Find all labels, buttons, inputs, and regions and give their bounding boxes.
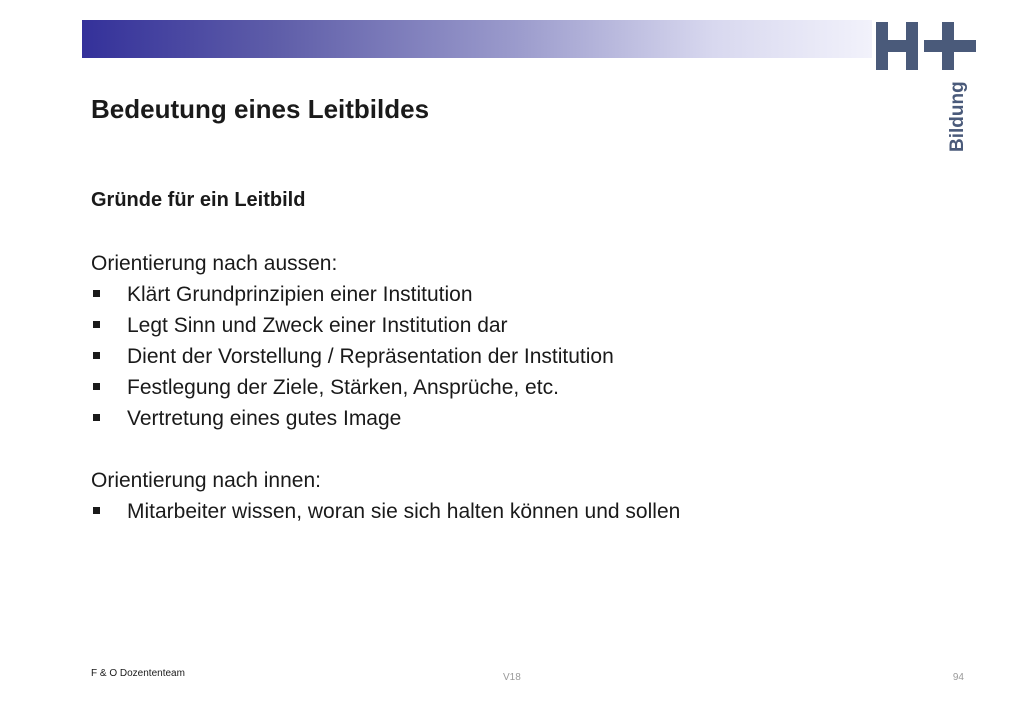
list-item bbox=[91, 341, 851, 372]
bullet-icon bbox=[93, 352, 100, 359]
header-gradient-bar bbox=[82, 20, 872, 58]
hplus-bildung-logo bbox=[874, 20, 982, 160]
list-item-text: Mitarbeiter wissen, woran sie sich halten können und sollen bbox=[127, 500, 681, 523]
bullet-list-aussen bbox=[91, 279, 851, 434]
list-item bbox=[91, 310, 851, 341]
list-item bbox=[91, 279, 851, 310]
bullet-icon bbox=[93, 383, 100, 390]
section-heading-aussen: Orientierung nach aussen: bbox=[91, 252, 338, 275]
subtitle: Gründe für ein Leitbild bbox=[91, 189, 306, 211]
list-item bbox=[91, 372, 851, 403]
list-item bbox=[91, 403, 851, 434]
page-number: 94 bbox=[952, 672, 964, 683]
list-item-text: Klärt Grundprinzipien einer Institution bbox=[127, 283, 473, 306]
bullet-icon bbox=[93, 290, 100, 297]
bullet-list-innen bbox=[91, 496, 851, 527]
list-item-text: Dient der Vorstellung / Repräsentation der Institution bbox=[127, 345, 614, 368]
list-item-text: Legt Sinn und Zweck einer Institution dar bbox=[127, 314, 508, 337]
list-item-text: Festlegung der Ziele, Stärken, Ansprüche, etc. bbox=[127, 376, 559, 399]
footer-version: V18 bbox=[503, 672, 521, 683]
page-title: Bedeutung eines Leitbildes bbox=[91, 94, 430, 124]
list-item bbox=[91, 496, 851, 527]
footer-author: F & O Dozententeam bbox=[91, 668, 185, 679]
logo-text: Bildung bbox=[947, 81, 968, 152]
bullet-icon bbox=[93, 321, 100, 328]
slide-content bbox=[91, 186, 851, 527]
section-spacer bbox=[91, 434, 851, 465]
bullet-icon bbox=[93, 414, 100, 421]
list-item-text: Vertretung eines gutes Image bbox=[127, 407, 402, 430]
bullet-icon bbox=[93, 507, 100, 514]
section-heading-innen: Orientierung nach innen: bbox=[91, 469, 321, 492]
